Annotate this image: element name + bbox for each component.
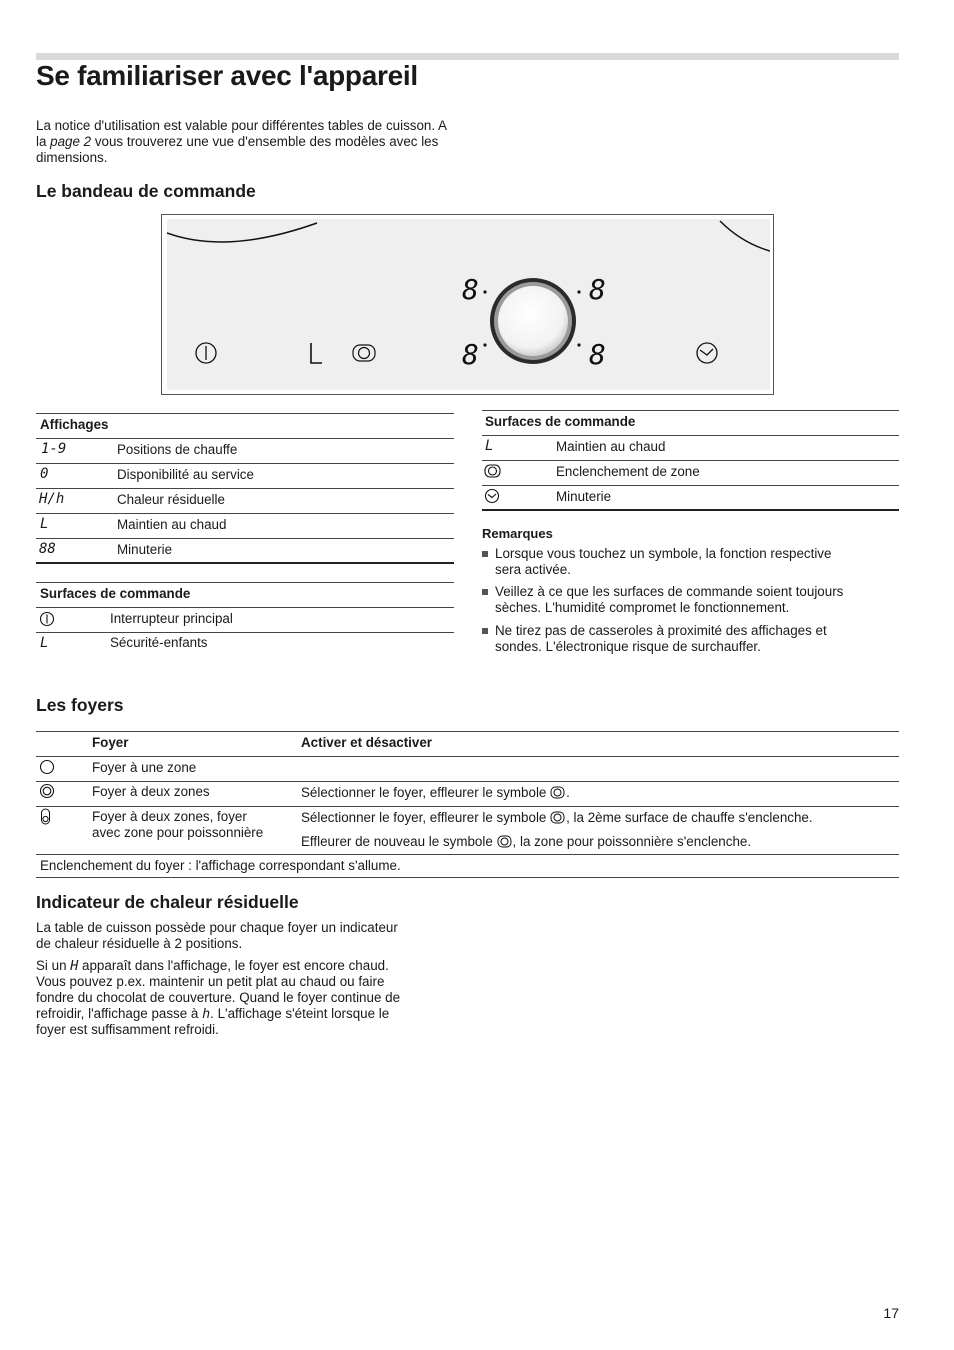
residuelle-line: fondre du chocolat de couverture. Quand le foyer continue de (36, 990, 401, 1005)
knob-icon[interactable] (490, 278, 576, 364)
symbol-L: L (40, 516, 49, 532)
dual-zone-icon (497, 835, 513, 848)
dual-zone-icon (550, 786, 566, 799)
action-text: Effleurer de nouveau le symbole (301, 834, 497, 849)
row-label: Minuterie (117, 542, 173, 557)
affichages-bottom-rule (36, 562, 454, 564)
residuelle-text: refroidir, l'affichage passe à (36, 1006, 203, 1021)
foyer-action (301, 785, 570, 800)
foyer-name: Foyer à deux zones (92, 784, 210, 799)
foyers-bottom-rule (36, 877, 899, 878)
action-text: Sélectionner le foyer, effleurer le symbole (301, 810, 551, 825)
residuelle-line: de chaleur résiduelle à 2 positions. (36, 936, 243, 951)
foyers-top-rule (36, 731, 899, 732)
row-rule (36, 781, 899, 782)
intro-text-1: La notice d'utilisation est valable pour différentes tables de cuisson. A la (36, 118, 447, 149)
zone-arc-left (167, 223, 317, 242)
residuelle-line (36, 1006, 389, 1022)
power-icon[interactable] (196, 343, 216, 363)
foyers-header-rule (36, 756, 899, 757)
svg-text:8: 8 (462, 273, 479, 306)
section-title-foyers: Les foyers (36, 695, 124, 715)
row-rule (36, 463, 454, 464)
page-number: 17 (883, 1305, 899, 1321)
residuelle-line: Vous pouvez p.ex. maintenir un petit plat au chaud ou faire (36, 974, 385, 989)
display-bottom-right (577, 338, 605, 371)
residuelle-text: . L'affichage s'éteint lorsque le (210, 1006, 390, 1021)
panel-surface (167, 219, 770, 390)
row-label: Sécurité-enfants (110, 635, 208, 650)
remarques-title: Remarques (482, 526, 553, 541)
dual-zone-icon (39, 783, 55, 799)
dual-zone-icon (550, 811, 566, 824)
row-label: Disponibilité au service (117, 467, 254, 482)
timer-icon[interactable] (697, 343, 717, 363)
oval-zone-icon (40, 808, 52, 826)
row-rule (36, 854, 899, 855)
remarque-line: sera activée. (495, 562, 571, 577)
svg-text:8: 8 (589, 273, 606, 306)
svg-text:8: 8 (462, 338, 479, 371)
affichages-header: Affichages (40, 417, 109, 432)
foyer-name-line1: Foyer à deux zones, foyer (92, 809, 247, 824)
surfaces-right-header-rule (482, 435, 899, 436)
foyer-action (301, 810, 813, 825)
foyer-name-line2: avec zone pour poissonnière (92, 825, 264, 840)
row-rule (482, 460, 899, 461)
surfaces-left-top-rule (36, 582, 454, 583)
symbol-88: 88 (39, 541, 56, 557)
row-label: Positions de chauffe (117, 442, 238, 457)
intro-paragraph (36, 118, 456, 166)
dual-zone-icon (484, 463, 502, 479)
foyer-action (301, 834, 751, 849)
power-icon (39, 611, 55, 627)
page-title: Se familiariser avec l'appareil (36, 60, 418, 91)
top-rule (36, 53, 899, 60)
page-link[interactable]: page 2 (50, 134, 92, 149)
panel-graphic (167, 219, 770, 390)
intro-text-2: vous trouverez une vue d'ensemble des modèles avec les dimensions. (36, 134, 439, 165)
foyers-footer: Enclenchement du foyer : l'affichage correspondant s'allume. (40, 858, 401, 873)
affichages-top-rule (36, 413, 454, 414)
symbol-H: H (70, 959, 79, 974)
surfaces-left-header: Surfaces de commande (40, 586, 191, 601)
residuelle-line (36, 958, 389, 974)
row-label: Maintien au chaud (117, 517, 227, 532)
action-text: . (566, 785, 570, 800)
surfaces-right-top-rule (482, 410, 899, 411)
residuelle-text: Si un (36, 958, 71, 973)
section-title-residuelle: Indicateur de chaleur résiduelle (36, 892, 299, 912)
row-label: Chaleur résiduelle (117, 492, 225, 507)
surfaces-right-bottom-rule (482, 509, 899, 511)
display-top-left (462, 273, 487, 306)
residuelle-line: La table de cuisson possède pour chaque foyer un indicateur (36, 920, 398, 935)
row-rule (36, 538, 454, 539)
row-rule (36, 806, 899, 807)
symbol-L: L (485, 438, 494, 454)
row-rule (482, 485, 899, 486)
svg-text:8: 8 (589, 338, 606, 371)
symbol-1-9: 1-9 (41, 441, 67, 457)
bullet-icon (482, 551, 488, 557)
foyers-col-foyer: Foyer (92, 735, 129, 750)
symbol-H-h: H/h (39, 491, 65, 507)
affichages-header-rule (36, 438, 454, 439)
bullet-icon (482, 628, 488, 634)
control-panel-illustration (161, 214, 774, 395)
remarque-line: Veillez à ce que les surfaces de commande soient toujours (495, 584, 844, 599)
section-title-bandeau: Le bandeau de commande (36, 181, 256, 201)
row-label: Maintien au chaud (556, 439, 666, 454)
symbol-0: 0 (40, 466, 49, 482)
remarque-line: Ne tirez pas de casseroles à proximité des affichages et (495, 623, 827, 638)
remarque-line: sèches. L'humidité compromet le fonctionnement. (495, 600, 790, 615)
row-label: Minuterie (556, 489, 612, 504)
action-text: Sélectionner le foyer, effleurer le symbole (301, 785, 551, 800)
row-rule (36, 488, 454, 489)
zone-arc-right (720, 221, 770, 251)
foyers-col-action: Activer et désactiver (301, 735, 433, 750)
symbol-h: h (202, 1007, 211, 1022)
single-zone-icon (39, 759, 55, 775)
action-text: , la zone pour poissonnière s'enclenche. (512, 834, 752, 849)
display-top-right (577, 273, 605, 306)
residuelle-line: foyer est suffisamment refroidi. (36, 1022, 219, 1037)
display-bottom-left (462, 338, 487, 371)
symbol-L: L (40, 635, 49, 651)
foyer-name: Foyer à une zone (92, 760, 197, 775)
action-text: , la 2ème surface de chauffe s'enclenche. (566, 810, 813, 825)
lock-icon[interactable] (311, 343, 322, 363)
surfaces-left-header-rule (36, 607, 454, 608)
remarque-line: sondes. L'électronique risque de surchauffer. (495, 639, 761, 654)
timer-icon (484, 488, 500, 504)
surfaces-right-header: Surfaces de commande (485, 414, 636, 429)
row-label: Interrupteur principal (110, 611, 233, 626)
row-rule (36, 632, 454, 633)
row-label: Enclenchement de zone (556, 464, 700, 479)
dual-zone-icon[interactable] (353, 345, 375, 361)
residuelle-text: apparaît dans l'affichage, le foyer est encore chaud. (78, 958, 389, 973)
bullet-icon (482, 589, 488, 595)
row-rule (36, 513, 454, 514)
remarque-line: Lorsque vous touchez un symbole, la fonction respective (495, 546, 832, 561)
